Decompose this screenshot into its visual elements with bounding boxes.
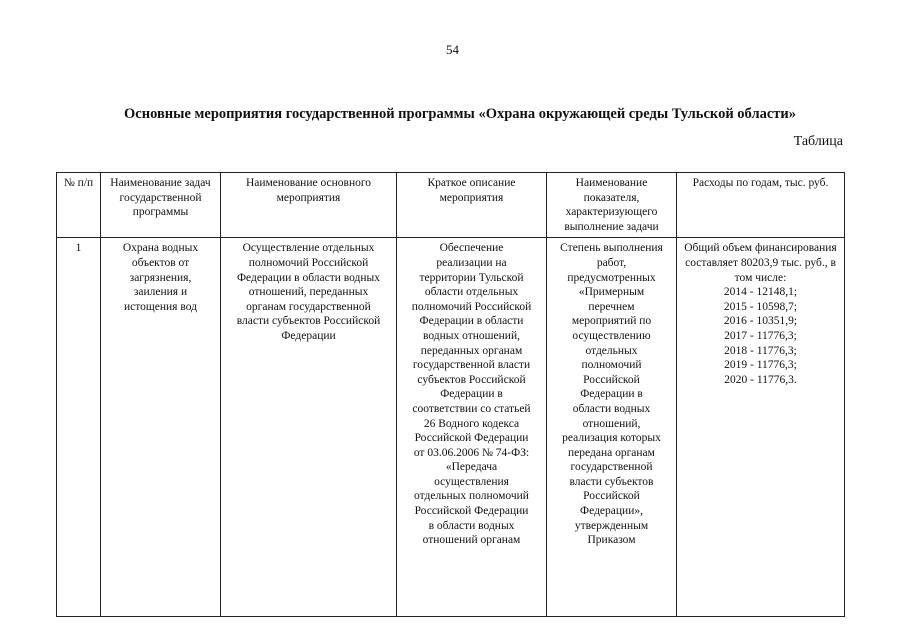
table-header-row <box>57 173 845 238</box>
header-task: Наименование задач государственной программы <box>101 173 221 238</box>
table-row <box>57 238 845 617</box>
financing-year-item: 2017 - 11776,3; <box>724 329 797 342</box>
financing-year-item: 2016 - 10351,9; <box>723 315 798 328</box>
cell-number: 1 <box>57 238 101 617</box>
financing-summary: Общий объем финансирования составляет 80203,9 тыс. руб., в том числе: <box>684 242 837 284</box>
header-description: Краткое описание мероприятия <box>397 173 547 238</box>
financing-year-item: 2015 - 10598,7; <box>723 300 798 313</box>
header-indicator: Наименование показателя, характеризующего выполнение задачи <box>547 173 677 238</box>
measures-table <box>56 172 845 617</box>
financing-by-year-list <box>680 285 841 387</box>
header-measure: Наименование основного мероприятия <box>221 173 397 238</box>
cell-measure: Осуществление отдельных полномочий Российской Федерации в области водных отношений, переданных органам государственной власти субъектов Российской Федерации <box>221 238 397 617</box>
financing-year-item: 2020 - 11776,3. <box>724 373 797 386</box>
page-number: 54 <box>446 42 459 57</box>
cell-expenses <box>677 238 845 617</box>
financing-year-item: 2014 - 12148,1; <box>723 286 798 299</box>
table-label: Таблица <box>793 134 843 149</box>
document-title: Основные мероприятия государственной программы «Охрана окружающей среды Тульской области» <box>124 106 796 122</box>
cell-indicator: Степень выполнения работ, предусмотренных «Примерным перечнем мероприятий по осуществлению отдельных полномочий Российской Федерации в области водных отношений, реализация которых передана органам государственной власти субъектов Российской Федерации», утвержденным Приказом <box>547 238 677 617</box>
financing-year-item: 2018 - 11776,3; <box>724 344 797 357</box>
header-expenses: Расходы по годам, тыс. руб. <box>677 173 845 238</box>
cell-task: Охрана водных объектов от загрязнения, заиления и истощения вод <box>101 238 221 617</box>
financing-year-item: 2019 - 11776,3; <box>724 359 797 372</box>
header-number: № п/п <box>57 173 101 238</box>
cell-description: Обеспечение реализации на территории Тульской области отдельных полномочий Российской Федерации в области водных отношений, переданных органам государственной власти субъектов Российской Федерации в соответствии со статьей 26 Водного кодекса Российской Федерации от 03.06.2006 № 74-ФЗ: «Передача осуществления отдельных полномочий Российской Федерации в области водных отношений органам <box>397 238 547 617</box>
